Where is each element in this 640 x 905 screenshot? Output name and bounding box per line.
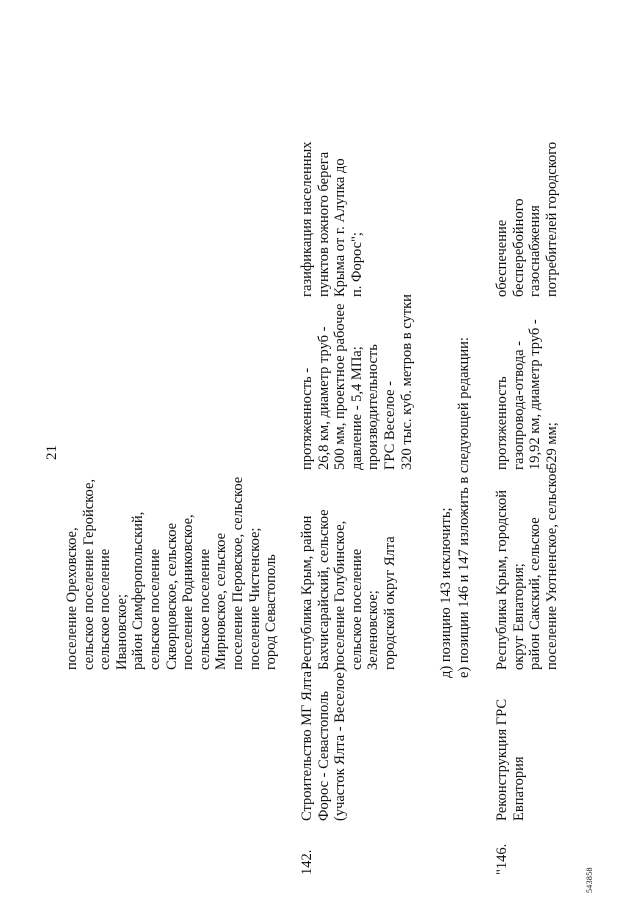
row-142-locations-cell [299,509,399,670]
location-line: сельское поселение [146,548,163,670]
purpose-line: Крыма от г. Алупка до [332,158,349,297]
row-142-number: 142. [299,849,315,875]
parameter-line: давление - 5,4 МПа; [348,346,365,470]
location-line: Республика Крым, район [299,515,315,670]
location-line: Скворцовское, сельское [163,522,180,670]
location-line: поселение Перовское, сельское [229,476,246,670]
parameter-line: газопровода-отвода - [510,341,527,470]
parameter-line: производительность [365,344,382,470]
row-146-purpose-cell [494,142,560,297]
parameter-line: 500 мм, проектное рабочее [332,303,349,470]
document-code: 543858 [585,867,594,893]
purpose-line: газификация населенных [299,141,315,297]
location-line: поселение Чистенское; [246,527,263,670]
parameter-line: протяженность [494,376,510,470]
row-146-locations-cell [494,467,560,670]
location-line: округ Евпатория; [510,563,527,670]
location-line: Республика Крым, городской [494,490,510,670]
location-line: сельское поселение [97,548,114,670]
purpose-line: потребителей городского [543,141,560,297]
row-142-name-cell [299,663,349,821]
object-name-line: Строительство МГ Ялта - [299,662,315,821]
parameter-line: 26,8 км, диаметр труб - [315,326,332,470]
object-name-line: Форос - Севастополь [315,691,332,821]
purpose-line: п. Форос"; [348,232,365,297]
row-146-number: "146. [494,843,510,875]
page-number: 21 [44,445,60,460]
location-line: Бахчисарайский, сельское [315,509,332,670]
purpose-line: обеспечение [494,219,510,297]
location-line: сельское поселение Геройское, [80,478,97,670]
parameter-line: 529 мм; [543,422,560,470]
continuation-locations-cell [64,477,280,670]
location-line: поселение Голубинское, [332,520,349,670]
row-146-parameters-cell [494,319,560,470]
purpose-line: газоснабжения [527,205,544,297]
row-142-parameters-cell [299,294,415,470]
parameter-line: 19,92 км, диаметр труб - [527,319,544,470]
instruction-e: е) позиции 146 и 147 изложить в следующей редакции: [456,337,472,678]
instruction-d: д) позицию 143 исключить; [438,507,454,678]
purpose-line: бесперебойного [510,198,527,297]
location-line: сельское поселение [348,548,365,670]
location-line: район Симферопольский, [130,511,147,670]
location-line: поселение Ореховское, [64,527,80,670]
parameter-line: протяженность - [299,367,315,470]
object-name-line: (участок Ялта - Веселое) [332,667,349,821]
object-name-line: Евпатория [510,756,527,821]
purpose-line: пунктов южного берега [315,151,332,297]
location-line: Зеленовское; [365,590,382,670]
location-line: поселение Родниковское, [180,514,197,670]
row-146-name-cell [494,699,527,821]
location-line: Ивановское; [113,594,130,670]
parameter-line: 320 тыс. куб. метров в сутки [398,294,415,470]
location-line: Мирновское, сельское [213,532,230,670]
location-line: город Севастополь [263,554,280,670]
object-name-line: Реконструкция ГРС [494,698,510,821]
location-line: поселение Уютненское, сельское [543,467,560,670]
location-line: сельское поселение [196,548,213,670]
location-line: район Сакский, сельское [527,517,544,670]
location-line: городской округ Ялта [381,536,398,670]
row-142-purpose-cell [299,141,365,297]
parameter-line: ГРС Веселое - [381,381,398,470]
